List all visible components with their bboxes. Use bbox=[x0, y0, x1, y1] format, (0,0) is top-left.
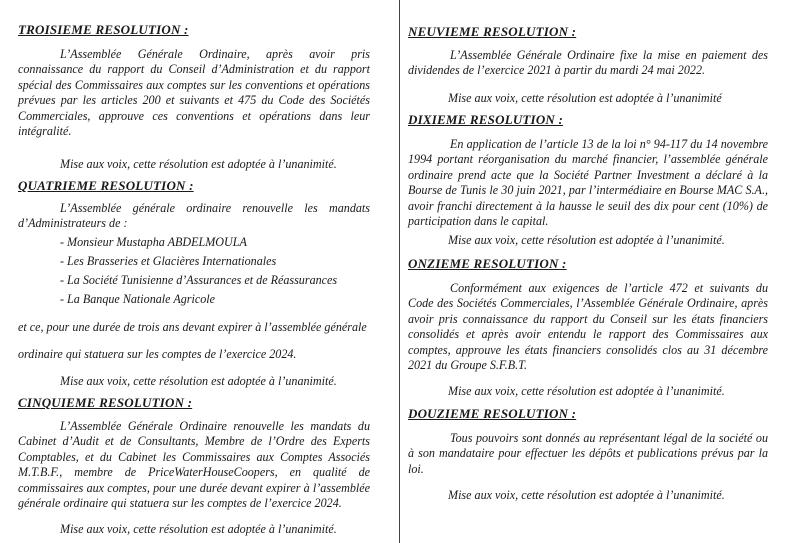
onzieme-resolution-vote: Mise aux voix, cette résolution est adoptée à l’unanimité. bbox=[448, 384, 725, 398]
onzieme-resolution-body: Conformément aux exigences de l’article 472 et suivants du Code des Sociétés Commerciales, l’Assemblée Générale Ordinaire, après avoir pris connaissance du rapport du Conseil sur les états financiers consolidés et après avoir entendu le rapport des Commissaires aux comptes, approuve les états financiers consolidés clos au 31 décembre 2021 du Groupe S.F.B.T. bbox=[408, 281, 768, 373]
douzieme-resolution-vote: Mise aux voix, cette résolution est adoptée à l’unanimité. bbox=[448, 488, 725, 502]
cinquieme-resolution-body: L’Assemblée Générale Ordinaire renouvelle les mandats du Cabinet d’Audit et de Consultants, Membre de l’Ordre des Experts Comptables, et du Cabinet les Commissaires aux Comptes Associés M.T.B.F., membre de PriceWaterHouseCoopers, en qualité de commissaires aux comptes, pour une durée devant expirer à l’assemblée générale ordinaire qui statuera sur les comptes de l’exercice 2024. bbox=[18, 419, 370, 511]
mandate-list-item: - Monsieur Mustapha ABDELMOULA bbox=[60, 235, 247, 249]
neuvieme-resolution-vote: Mise aux voix, cette résolution est adoptée à l’unanimité bbox=[448, 91, 722, 105]
mandate-list-item: - La Société Tunisienne d’Assurances et de Réassurances bbox=[60, 273, 338, 287]
cinquieme-resolution-vote: Mise aux voix, cette résolution est adoptée à l’unanimité. bbox=[60, 522, 337, 536]
column-divider bbox=[399, 0, 400, 543]
douzieme-resolution-body: Tous pouvoirs sont donnés au représentant légal de la société ou à son mandataire pour effectuer les dépôts et publications prévus par la loi. bbox=[408, 431, 768, 476]
troisieme-resolution-body: L’Assemblée Générale Ordinaire, après avoir pris connaissance du rapport du Conseil d’Administration et du rapport spécial des Commissaires aux comptes sur les conventions et opérations prévues par les articles 200 et suivants et 475 du Code des Sociétés Commerciales, approuve ces conventions et opérations dans leur intégralité. bbox=[18, 47, 370, 139]
quatrieme-resolution-tail-end: ordinaire qui statuera sur les comptes de l’exercice 2024. bbox=[18, 347, 297, 361]
neuvieme-resolution-body: L’Assemblée Générale Ordinaire fixe la mise en paiement des dividendes de l’exercice 2021 à partir du mardi 24 mai 2022. bbox=[408, 48, 768, 78]
douzieme-resolution-title: DOUZIEME RESOLUTION : bbox=[408, 406, 577, 421]
dixieme-resolution-vote: Mise aux voix, cette résolution est adoptée à l’unanimité. bbox=[448, 233, 725, 247]
quatrieme-resolution-title: QUATRIEME RESOLUTION : bbox=[18, 178, 194, 193]
mandate-list-item: - La Banque Nationale Agricole bbox=[60, 292, 215, 306]
quatrieme-resolution-body: L’Assemblée générale ordinaire renouvelle les mandats d’Administrateurs de : bbox=[18, 201, 370, 231]
cinquieme-resolution-title: CINQUIEME RESOLUTION : bbox=[18, 395, 193, 410]
onzieme-resolution-title: ONZIEME RESOLUTION : bbox=[408, 256, 567, 271]
troisieme-resolution-vote: Mise aux voix, cette résolution est adoptée à l’unanimité. bbox=[60, 157, 337, 171]
quatrieme-resolution-tail: et ce, pour une durée de trois ans devant expirer à l’assemblée générale bbox=[18, 320, 367, 334]
mandate-list-item: - Les Brasseries et Glacières Internationales bbox=[60, 254, 277, 268]
dixieme-resolution-body: En application de l’article 13 de la loi n° 94-117 du 14 novembre 1994 portant réorganisation du marché financier, l’assemblée générale ordinaire prend acte que la Société Partner Investment a déclaré à la Bourse de Tunis le 30 juin 2021, par l’intermédiaire en Bourse MAC S.A., avoir franchi directement à la hausse le seuil des dix pour cent (10%) de participation dans le capital. bbox=[408, 137, 768, 229]
neuvieme-resolution-title: NEUVIEME RESOLUTION : bbox=[408, 24, 577, 39]
quatrieme-resolution-vote: Mise aux voix, cette résolution est adoptée à l’unanimité. bbox=[60, 374, 337, 388]
troisieme-resolution-title: TROISIEME RESOLUTION : bbox=[18, 22, 189, 37]
dixieme-resolution-title: DIXIEME RESOLUTION : bbox=[408, 112, 563, 127]
